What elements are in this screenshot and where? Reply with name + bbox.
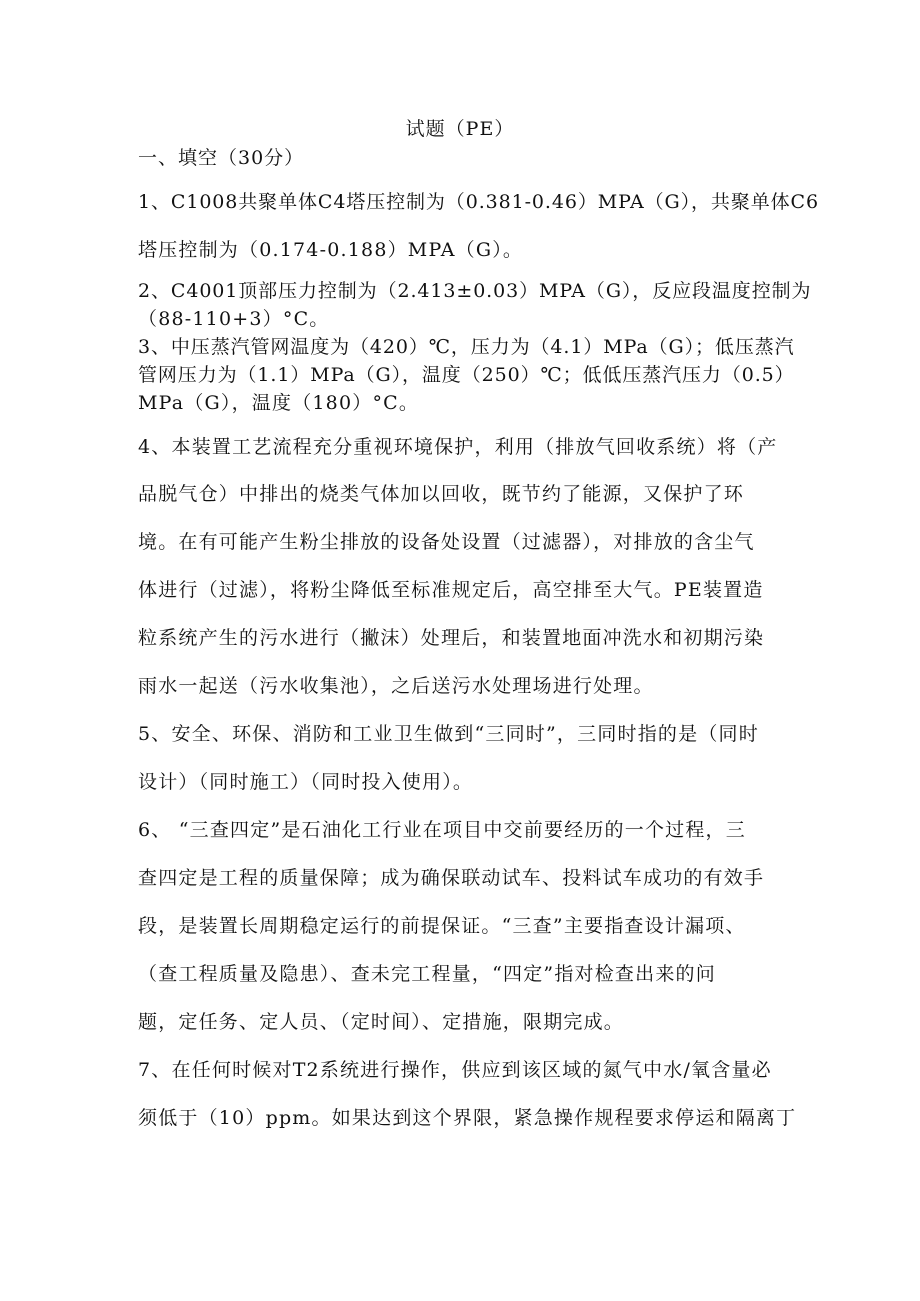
text-line: 雨水一起送（污水收集池），之后送污水处理场进行处理。 (138, 675, 654, 697)
text-line: 粒系统产生的污水进行（撇沫）处理后，和装置地面冲洗水和初期污染 (138, 627, 765, 649)
text-line: 设计）（同时施工）（同时投入使用）。 (138, 771, 474, 793)
text-line: （88-110+3）°C。 (138, 308, 330, 330)
text-line: MPa（G），温度（180）°C。 (138, 392, 420, 414)
text-line: 境。在有可能产生粉尘排放的设备处设置（过滤器），对排放的含尘气 (138, 531, 755, 553)
section-heading: 一、填空（30分） (138, 147, 305, 169)
document-title: 试题（PE） (405, 118, 515, 140)
text-line: 查四定是工程的质量保障；成为确保联动试车、投料试车成功的有效手 (138, 867, 765, 889)
text-line: 塔压控制为（0.174-0.188）MPA（G）。 (138, 239, 524, 261)
text-line: 4、本装置工艺流程充分重视环境保护，利用（排放气回收系统）将（产 (138, 436, 778, 458)
text-line: 须低于（10）ppm。如果达到这个界限，紧急操作规程要求停运和隔离丁 (138, 1107, 797, 1129)
text-line: 段，是装置长周期稳定运行的前提保证。“三查”主要指查设计漏项、 (138, 915, 746, 937)
text-line: 3、中压蒸汽管网温度为（420）℃，压力为（4.1）MPa（G）；低压蒸汽 (138, 336, 795, 358)
text-line: 题，定任务、定人员、（定时间）、定措施，限期完成。 (138, 1011, 625, 1033)
text-line: 5、安全、环保、消防和工业卫生做到“三同时”，三同时指的是（同时 (138, 723, 759, 745)
text-line: 2、C4001顶部压力控制为（2.413±0.03）MPA（G），反应段温度控制为 (138, 280, 812, 302)
text-line: 1、C1008共聚单体C4塔压控制为（0.381-0.46）MPA（G），共聚单体C6 (138, 191, 819, 213)
text-line: 体进行（过滤），将粉尘降低至标准规定后，高空排至大气。PE装置造 (138, 579, 764, 601)
text-line: （查工程质量及隐患）、查未完工程量，“四定”指对检查出来的问 (138, 963, 716, 985)
text-line: 7、在任何时候对T2系统进行操作，供应到该区域的氮气中水/氧含量必 (138, 1059, 772, 1081)
text-line: 6、 “三查四定”是石油化工行业在项目中交前要经历的一个过程，三 (138, 819, 746, 841)
text-line: 品脱气仓）中排出的烧类气体加以回收，既节约了能源，又保护了环 (138, 483, 745, 505)
text-line: 管网压力为（1.1）MPa（G），温度（250）℃；低低压蒸汽压力（0.5） (138, 364, 795, 386)
